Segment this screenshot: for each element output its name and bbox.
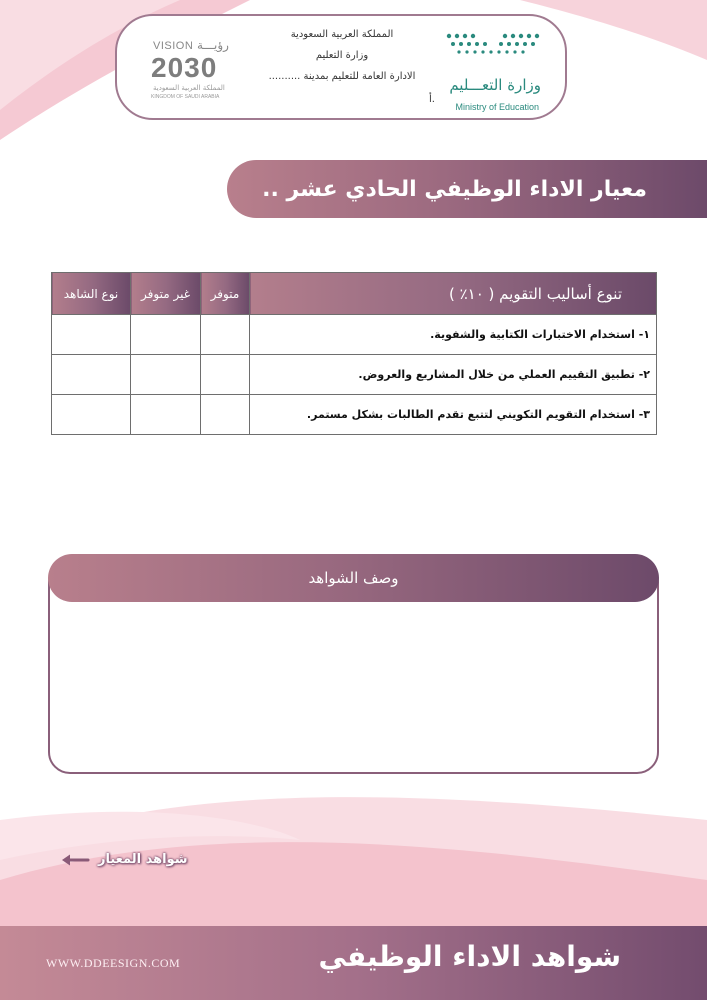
table-row-label: ٣- استخدام التقويم التكويني لتتبع تقدم الطالبات بشكل مستمر.: [250, 395, 657, 435]
ministry-arabic-name: وزارة التعـــليم: [449, 76, 541, 94]
cell-not-available[interactable]: [131, 395, 201, 435]
cell-evidence-type[interactable]: [52, 395, 131, 435]
evidence-link[interactable]: [60, 852, 188, 867]
header-line-country: المملكة العربية السعودية: [290, 29, 394, 40]
header-line-directorate: الادارة العامة للتعليم بمدينة ..........: [268, 71, 416, 82]
table-row: [52, 355, 657, 395]
table-row: [52, 315, 657, 355]
arrow-left-icon: [60, 853, 90, 867]
evidence-header: [48, 554, 659, 602]
cell-evidence-type[interactable]: [52, 315, 131, 355]
page-title: معيار الاداء الوظيفي الحادي عشر ..: [262, 176, 647, 202]
header-evaluation-methods: تنوع أساليب التقويم ( ١٠٪ ): [250, 273, 657, 315]
header-available: متوفر: [201, 273, 250, 315]
vision-arabic-label: رؤيـــة: [197, 38, 229, 52]
vision-2030-logo: [151, 40, 237, 102]
vision-country-arabic: المملكة العربية السعودية: [153, 84, 225, 92]
footer-title: شواهد الاداء الوظيفي: [318, 940, 621, 973]
vision-label: VISION: [153, 40, 194, 52]
evidence-link-label[interactable]: شواهد المعيار: [98, 852, 188, 867]
title-banner: [227, 160, 707, 218]
header-line-ministry: وزارة التعليم: [315, 50, 369, 61]
cell-evidence-type[interactable]: [52, 355, 131, 395]
header-card: [115, 14, 567, 120]
cell-not-available[interactable]: [131, 355, 201, 395]
ministry-of-education-logo: [439, 28, 549, 112]
evaluation-table: [51, 272, 657, 435]
footer-url[interactable]: WWW.DDEESIGN.COM: [46, 956, 181, 970]
ministry-english-name: Ministry of Education: [455, 102, 539, 112]
footer-bar: [0, 926, 707, 1000]
header-text-block: [247, 24, 437, 87]
table-header-row: [52, 273, 657, 315]
vision-country-english: KINGDOM OF SAUDI ARABIA: [151, 94, 220, 100]
cell-not-available[interactable]: [131, 315, 201, 355]
header-letter: أ.: [429, 94, 435, 105]
evidence-title: وصف الشواهد: [308, 569, 399, 587]
header-evidence-type: نوع الشاهد: [52, 273, 131, 315]
ministry-dots-icon: [445, 30, 541, 58]
cell-available[interactable]: [201, 395, 250, 435]
table-row-label: ١- استخدام الاختبارات الكتابية والشفوية.: [250, 315, 657, 355]
cell-available[interactable]: [201, 315, 250, 355]
cell-available[interactable]: [201, 355, 250, 395]
vision-year: 2030: [151, 52, 218, 83]
table-row-label: ٢- تطبيق التقييم العملي من خلال المشاريع والعروض.: [250, 355, 657, 395]
header-not-available: غير متوفر: [131, 273, 201, 315]
table-row: [52, 395, 657, 435]
